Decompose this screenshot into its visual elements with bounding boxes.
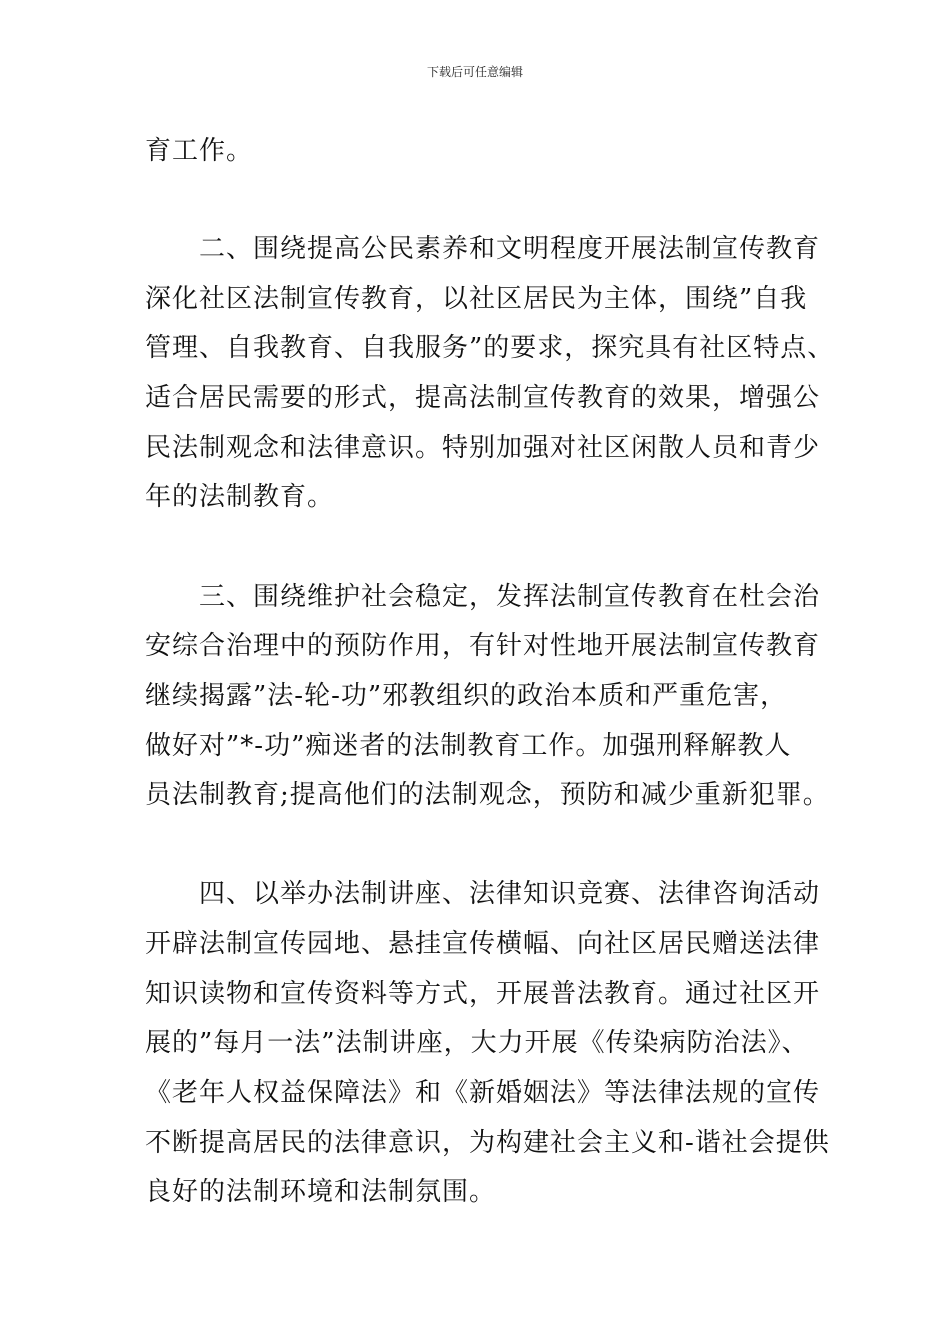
text-line: 《老年人权益保障法》和《新婚姻法》等法律法规的宣传 [145, 1078, 821, 1108]
text-line: 良好的法制环境和法制氛围。 [145, 1177, 497, 1207]
text-line: 员法制教育;提高他们的法制观念，预防和减少重新犯罪。 [145, 780, 830, 810]
text-line: 不断提高居民的法律意识，为构建社会主义和-谐社会提供 [145, 1128, 830, 1158]
text-line: 安综合治理中的预防作用，有针对性地开展法制宣传教育 [145, 631, 821, 661]
text-line: 民法制观念和法律意识。特别加强对社区闲散人员和青少 [145, 433, 821, 463]
text-line: 适合居民需要的形式，提高法制宣传教育的效果，增强公 [145, 383, 821, 413]
text-line: 四、以举办法制讲座、法律知识竞赛、法律咨询活动 [145, 879, 821, 909]
text-line: 管理、自我教育、自我服务”的要求，探究具有社区特点、 [145, 333, 835, 363]
page-header: 下载后可任意编辑 [426, 65, 523, 79]
text-line: 做好对”*-功”痴迷者的法制教育工作。加强刑释解教人 [145, 731, 792, 761]
text-line: 二、围绕提高公民素养和文明程度开展法制宣传教育 [145, 234, 821, 264]
text-line: 年的法制教育。 [145, 482, 335, 512]
text-line: 知识读物和宣传资料等方式，开展普法教育。通过社区开 [145, 979, 821, 1009]
text-line: 深化社区法制宣传教育，以社区居民为主体，围绕”自我 [145, 284, 808, 314]
text-line: 继续揭露”法-轮-功”邪教组织的政治本质和严重危害， [145, 681, 788, 711]
text-line: 三、围绕维护社会稳定，发挥法制宣传教育在杜会治 [145, 582, 821, 612]
text-line: 育工作。 [145, 136, 254, 166]
text-line: 开辟法制宣传园地、悬挂宣传横幅、向社区居民赠送法律 [145, 929, 821, 959]
text-line: 展的”每月一法”法制讲座，大力开展《传染病防治法》、 [145, 1028, 809, 1058]
